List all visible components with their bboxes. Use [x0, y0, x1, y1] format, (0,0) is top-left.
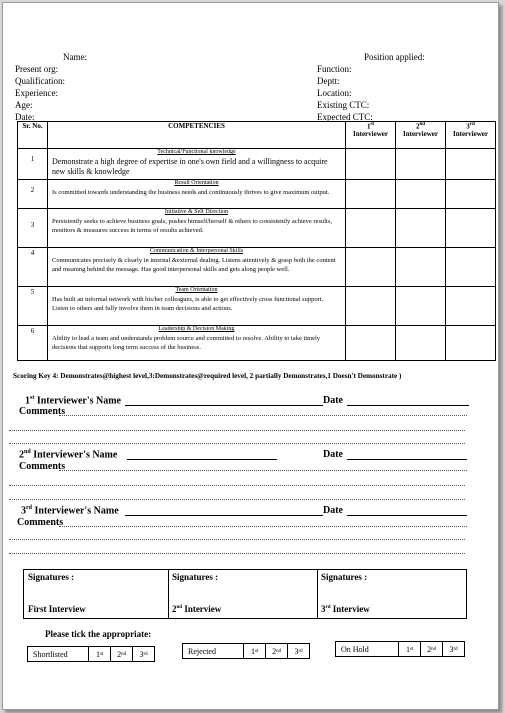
shortlisted-tick-1[interactable]: 1 st [88, 647, 110, 661]
interviewer-1-comments-line[interactable] [59, 415, 467, 416]
interviewer-2-comments-line[interactable] [9, 499, 465, 500]
score-cell-interviewer-1[interactable] [346, 248, 396, 287]
competency-cell [48, 248, 346, 287]
score-cell-interviewer-3[interactable] [446, 287, 496, 326]
interviewer-1-comments-label: Comments [19, 406, 66, 417]
on-hold-label: On Hold [341, 644, 369, 654]
row-sr-no: 1 [18, 149, 48, 180]
table-row [18, 326, 496, 361]
score-cell-interviewer-3[interactable] [446, 180, 496, 209]
tick-prompt: Please tick the appropriate: [45, 629, 152, 639]
row-sr-no: 2 [18, 180, 48, 209]
table-row [18, 248, 496, 287]
competency-table [17, 121, 496, 361]
age-label: Age: [15, 100, 33, 110]
interviewer-3-header: 3rd Interviewer [446, 122, 496, 149]
name-label: Name: [63, 52, 87, 62]
on-hold-tick-3[interactable]: 3 rd [442, 642, 464, 656]
competency-cell [48, 326, 346, 361]
interviewer-3-comments-line[interactable] [9, 539, 465, 540]
position-applied-label: Position applied: [364, 52, 425, 62]
rejected-box [182, 643, 310, 659]
table-header-row [18, 122, 496, 149]
competency-cell [48, 287, 346, 326]
third-interview-label: 3rd Interview [321, 604, 370, 614]
interviewer-1-name-label: 1st Interviewer's Name [25, 395, 121, 407]
competency-title: Team Orientation [175, 287, 218, 293]
interviewer-2-header: 2nd Interviewer [396, 122, 446, 149]
interviewer-2-comments-line[interactable] [9, 485, 465, 486]
present-org-label: Present org: [15, 64, 59, 74]
competency-description: Communicates precisely & clearly in internal &external dealing. Listens attentively & grasp both the content and meaning behind the message. Has good interpersonal skills and gets along people well. [52, 257, 336, 273]
score-cell-interviewer-3[interactable] [446, 209, 496, 248]
score-cell-interviewer-3[interactable] [446, 149, 496, 180]
score-cell-interviewer-3[interactable] [446, 248, 496, 287]
row-sr-no: 5 [18, 287, 48, 326]
score-cell-interviewer-2[interactable] [396, 248, 446, 287]
rejected-tick-1[interactable]: 1 st [243, 644, 265, 658]
interviewer-3-name-line[interactable] [125, 515, 323, 516]
scoring-key: Scoring Key 4: Demonstrates@highest level,3:Demonstrates@required level, 2 partially Demonstrates,1 Doesn't Demonstrate ) [13, 372, 402, 380]
on-hold-tick-2[interactable]: 2 nd [420, 642, 442, 656]
interviewer-2-date-line[interactable] [347, 459, 467, 460]
competency-cell [48, 149, 346, 180]
interviewer-3-comments-label: Comments [17, 517, 64, 528]
on-hold-box [335, 641, 465, 657]
competency-title: Communication & Interpersonal Skills [149, 248, 244, 254]
table-row [18, 209, 496, 248]
competencies-header: COMPETENCIES [48, 122, 346, 149]
date-label: Date: [15, 112, 35, 122]
second-interview-label: 2nd Interview [172, 604, 222, 614]
interviewer-2-name-line[interactable] [127, 459, 277, 460]
score-cell-interviewer-2[interactable] [396, 287, 446, 326]
rejected-label: Rejected [188, 646, 216, 656]
competency-description: Is committed towards understanding the business needs and continuously thrives to give maximum output. [52, 189, 330, 196]
row-sr-no: 6 [18, 326, 48, 361]
rejected-tick-2[interactable]: 2 nd [265, 644, 287, 658]
score-cell-interviewer-1[interactable] [346, 287, 396, 326]
interviewer-2-name-label: 2nd Interviewer's Name [19, 449, 118, 461]
score-cell-interviewer-2[interactable] [396, 180, 446, 209]
shortlisted-tick-3[interactable]: 3 rd [132, 647, 154, 661]
interviewer-1-name-line[interactable] [125, 405, 323, 406]
row-sr-no: 4 [18, 248, 48, 287]
signature-divider [168, 570, 169, 618]
competency-description: Ability to lead a team and understands problem source and committed to resolve. Ability to take timely decisions that supports long term success of the business. [52, 335, 321, 351]
interviewer-3-name-label: 3rd Interviewer's Name [21, 505, 119, 517]
table-row [18, 180, 496, 209]
signature-divider [317, 570, 318, 618]
interviewer-1-date-label: Date [323, 395, 343, 406]
score-cell-interviewer-1[interactable] [346, 180, 396, 209]
interviewer-2-comments-label: Comments [19, 461, 66, 472]
first-interview-label: First Interview [28, 604, 86, 614]
competency-description: Persistently seeks to achieve business goals, pushes himself/herself & others to consistently achieve results, monitors & measures success in terms of results achieved. [52, 218, 332, 234]
expected-ctc-label: Expected CTC: [317, 112, 373, 122]
signature-label-second: Signatures : [172, 572, 219, 582]
interviewer-3-comments-line[interactable] [59, 526, 467, 527]
score-cell-interviewer-1[interactable] [346, 149, 396, 180]
score-cell-interviewer-1[interactable] [346, 209, 396, 248]
table-row [18, 287, 496, 326]
signature-label-first: Signatures : [28, 572, 75, 582]
existing-ctc-label: Existing CTC: [317, 100, 370, 110]
function-label: Function: [317, 64, 352, 74]
competency-description: Has built an informal network with his/her colleagues, is able to get effectively cross functional support. Listen to others and fully involve them in team decisions and actions. [52, 296, 324, 312]
score-cell-interviewer-1[interactable] [346, 326, 396, 361]
shortlisted-label: Shortlisted [33, 649, 68, 659]
interviewer-2-date-label: Date [323, 449, 343, 460]
score-cell-interviewer-2[interactable] [396, 209, 446, 248]
interviewer-3-date-label: Date [323, 505, 343, 516]
location-label: Location: [317, 88, 352, 98]
qualification-label: Qualification: [15, 76, 65, 86]
score-cell-interviewer-2[interactable] [396, 326, 446, 361]
interviewer-1-comments-line[interactable] [9, 443, 465, 444]
document-page [2, 2, 499, 710]
sr-no-header: Sr. No. [18, 122, 48, 149]
row-sr-no: 3 [18, 209, 48, 248]
competency-cell [48, 180, 346, 209]
competency-description: Demonstrate a high degree of expertise in one's own field and a willingness to acquire new skills & knowledge [52, 157, 328, 176]
on-hold-tick-1[interactable]: 1 st [398, 642, 420, 656]
shortlisted-box [27, 646, 155, 662]
score-cell-interviewer-2[interactable] [396, 149, 446, 180]
experience-label: Experience: [15, 88, 58, 98]
shortlisted-tick-2[interactable]: 2 nd [110, 647, 132, 661]
deptt-label: Deptt: [317, 76, 340, 86]
interviewer-3-comments-line[interactable] [9, 553, 465, 554]
competency-title: Leadership & Decision Making [158, 326, 235, 332]
signature-label-third: Signatures : [321, 572, 368, 582]
competency-title: Initiative & Self Direction [164, 209, 229, 215]
score-cell-interviewer-3[interactable] [446, 326, 496, 361]
interviewer-2-comments-line[interactable] [59, 470, 467, 471]
rejected-tick-3[interactable]: 3 rd [287, 644, 309, 658]
interviewer-3-date-line[interactable] [347, 515, 467, 516]
signatures-box [23, 569, 467, 619]
competency-title: Result Orientation [174, 180, 219, 186]
interviewer-1-date-line[interactable] [347, 405, 469, 406]
table-row [18, 149, 496, 180]
competency-cell [48, 209, 346, 248]
interviewer-1-header: 1st Interviewer [346, 122, 396, 149]
competency-title: Technical/Functional knowledge [157, 149, 236, 155]
interviewer-1-comments-line[interactable] [9, 430, 465, 431]
